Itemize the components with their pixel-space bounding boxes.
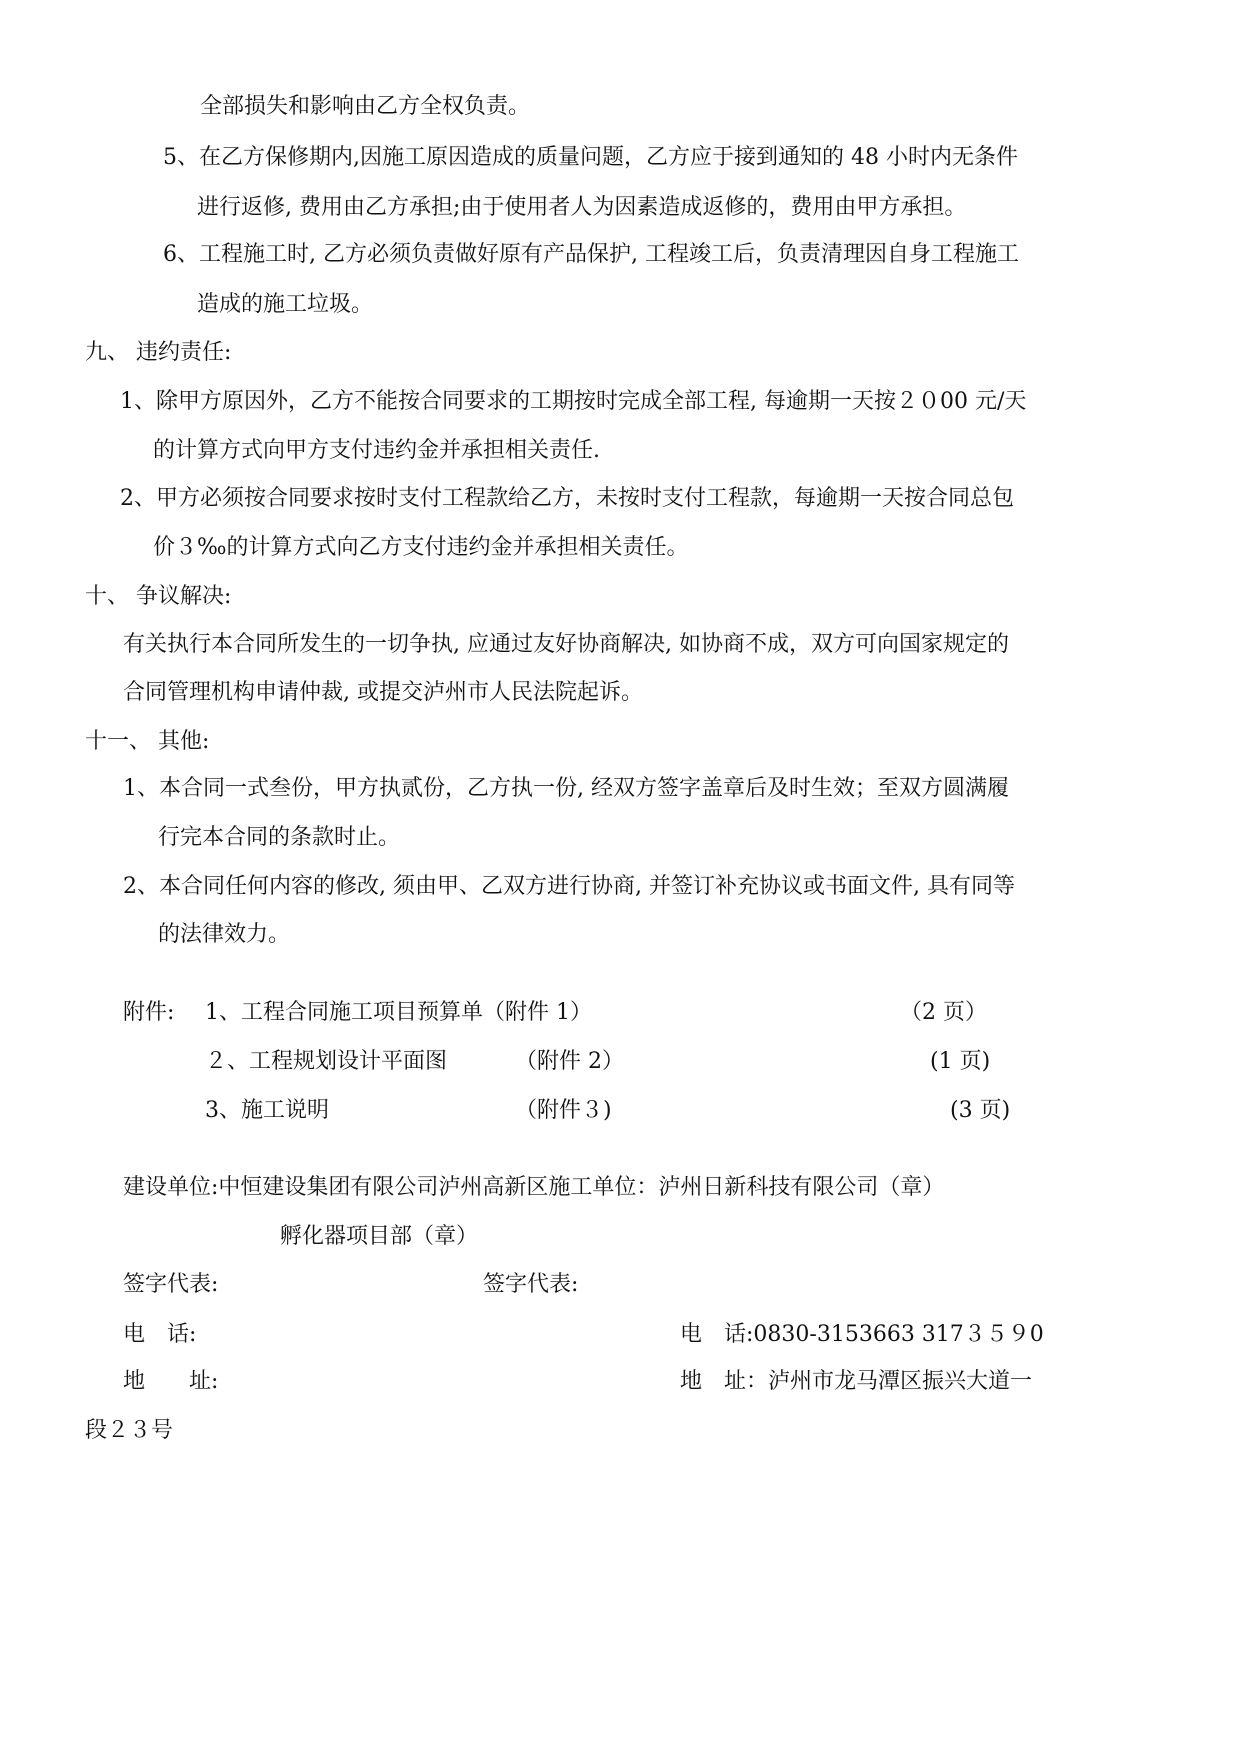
attachment-2-name: ２、工程规划设计平面图 [205,1049,448,1074]
clause-8-4-continuation: 全部损失和影响由乙方全权负责。 [200,94,531,119]
clause-9-1-continuation: 的计算方式向甲方支付违约金并承担相关责任. [153,438,600,463]
clause-11-1-continuation: 行完本合同的条款时止。 [158,825,401,850]
clause-8-5-continuation: 进行返修, 费用由乙方承担;由于使用者人为因素造成返修的，费用由甲方承担。 [197,195,967,220]
clause-11-1: 1、本合同一式叁份，甲方执贰份，乙方执一份, 经双方签字盖章后及时生效；至双方圆满履 [123,776,1009,801]
attachments-label: 附件: [123,1000,175,1025]
clause-11-2-continuation: 的法律效力。 [158,922,291,947]
clause-8-6-continuation: 造成的施工垃圾。 [197,292,374,317]
clause-10-text: 有关执行本合同所发生的一切争执, 应通过友好协商解决, 如协商不成，双方可向国家规定的 [123,632,1009,657]
signature-parties-line: 建设单位:中恒建设集团有限公司泸州高新区施工单位：泸州日新科技有限公司（章） [123,1175,945,1200]
section-10-heading: 十、 争议解决: [85,584,232,609]
section-9-heading: 九、 违约责任: [85,340,232,365]
attachment-3-ref: （附件３) [515,1098,612,1123]
phone-right: 电 话:0830-3153663 317３５９0 [680,1322,1044,1347]
attachment-3-pages: (3 页) [950,1098,1011,1123]
clause-9-1: 1、除甲方原因外，乙方不能按合同要求的工期按时完成全部工程, 每逾期一天按２０00 元/天 [120,389,1027,414]
clause-8-6: 6、工程施工时, 乙方必须负责做好原有产品保护, 工程竣工后，负责清理因自身工程施工 [163,242,1019,267]
signature-rep-left: 签字代表: [123,1272,219,1297]
address-right: 地 址：泸州市龙马潭区振兴大道一 [680,1369,1033,1394]
attachment-1-name: 1、工程合同施工项目预算单（附件 1） [205,1000,592,1025]
signature-rep-right: 签字代表: [483,1272,579,1297]
clause-8-5: 5、在乙方保修期内,因施工原因造成的质量问题，乙方应于接到通知的 48 小时内无条件 [163,145,1018,170]
attachment-2-pages: (1 页) [930,1049,991,1074]
attachment-3-name: 3、施工说明 [205,1098,329,1123]
signature-parties-continuation: 孵化器项目部（章） [280,1224,479,1249]
attachment-2-ref: （附件 2） [515,1049,624,1074]
clause-9-2: 2、甲方必须按合同要求按时支付工程款给乙方，未按时支付工程款，每逾期一天按合同总包 [120,486,1015,511]
clause-9-2-continuation: 价３‰的计算方式向乙方支付违约金并承担相关责任。 [153,535,689,560]
clause-10-text-continuation: 合同管理机构申请仲裁, 或提交泸州市人民法院起诉。 [123,680,643,705]
address-left: 地 址: [123,1369,219,1394]
phone-left: 电 话: [123,1322,197,1347]
section-11-heading: 十一、 其他: [85,729,210,754]
clause-11-2: 2、本合同任何内容的修改, 须由甲、乙双方进行协商, 并签订补充协议或书面文件, 具有同等 [123,874,1015,899]
attachment-1-pages: （2 页） [900,1000,987,1025]
address-right-continuation: 段２３号 [85,1418,174,1443]
